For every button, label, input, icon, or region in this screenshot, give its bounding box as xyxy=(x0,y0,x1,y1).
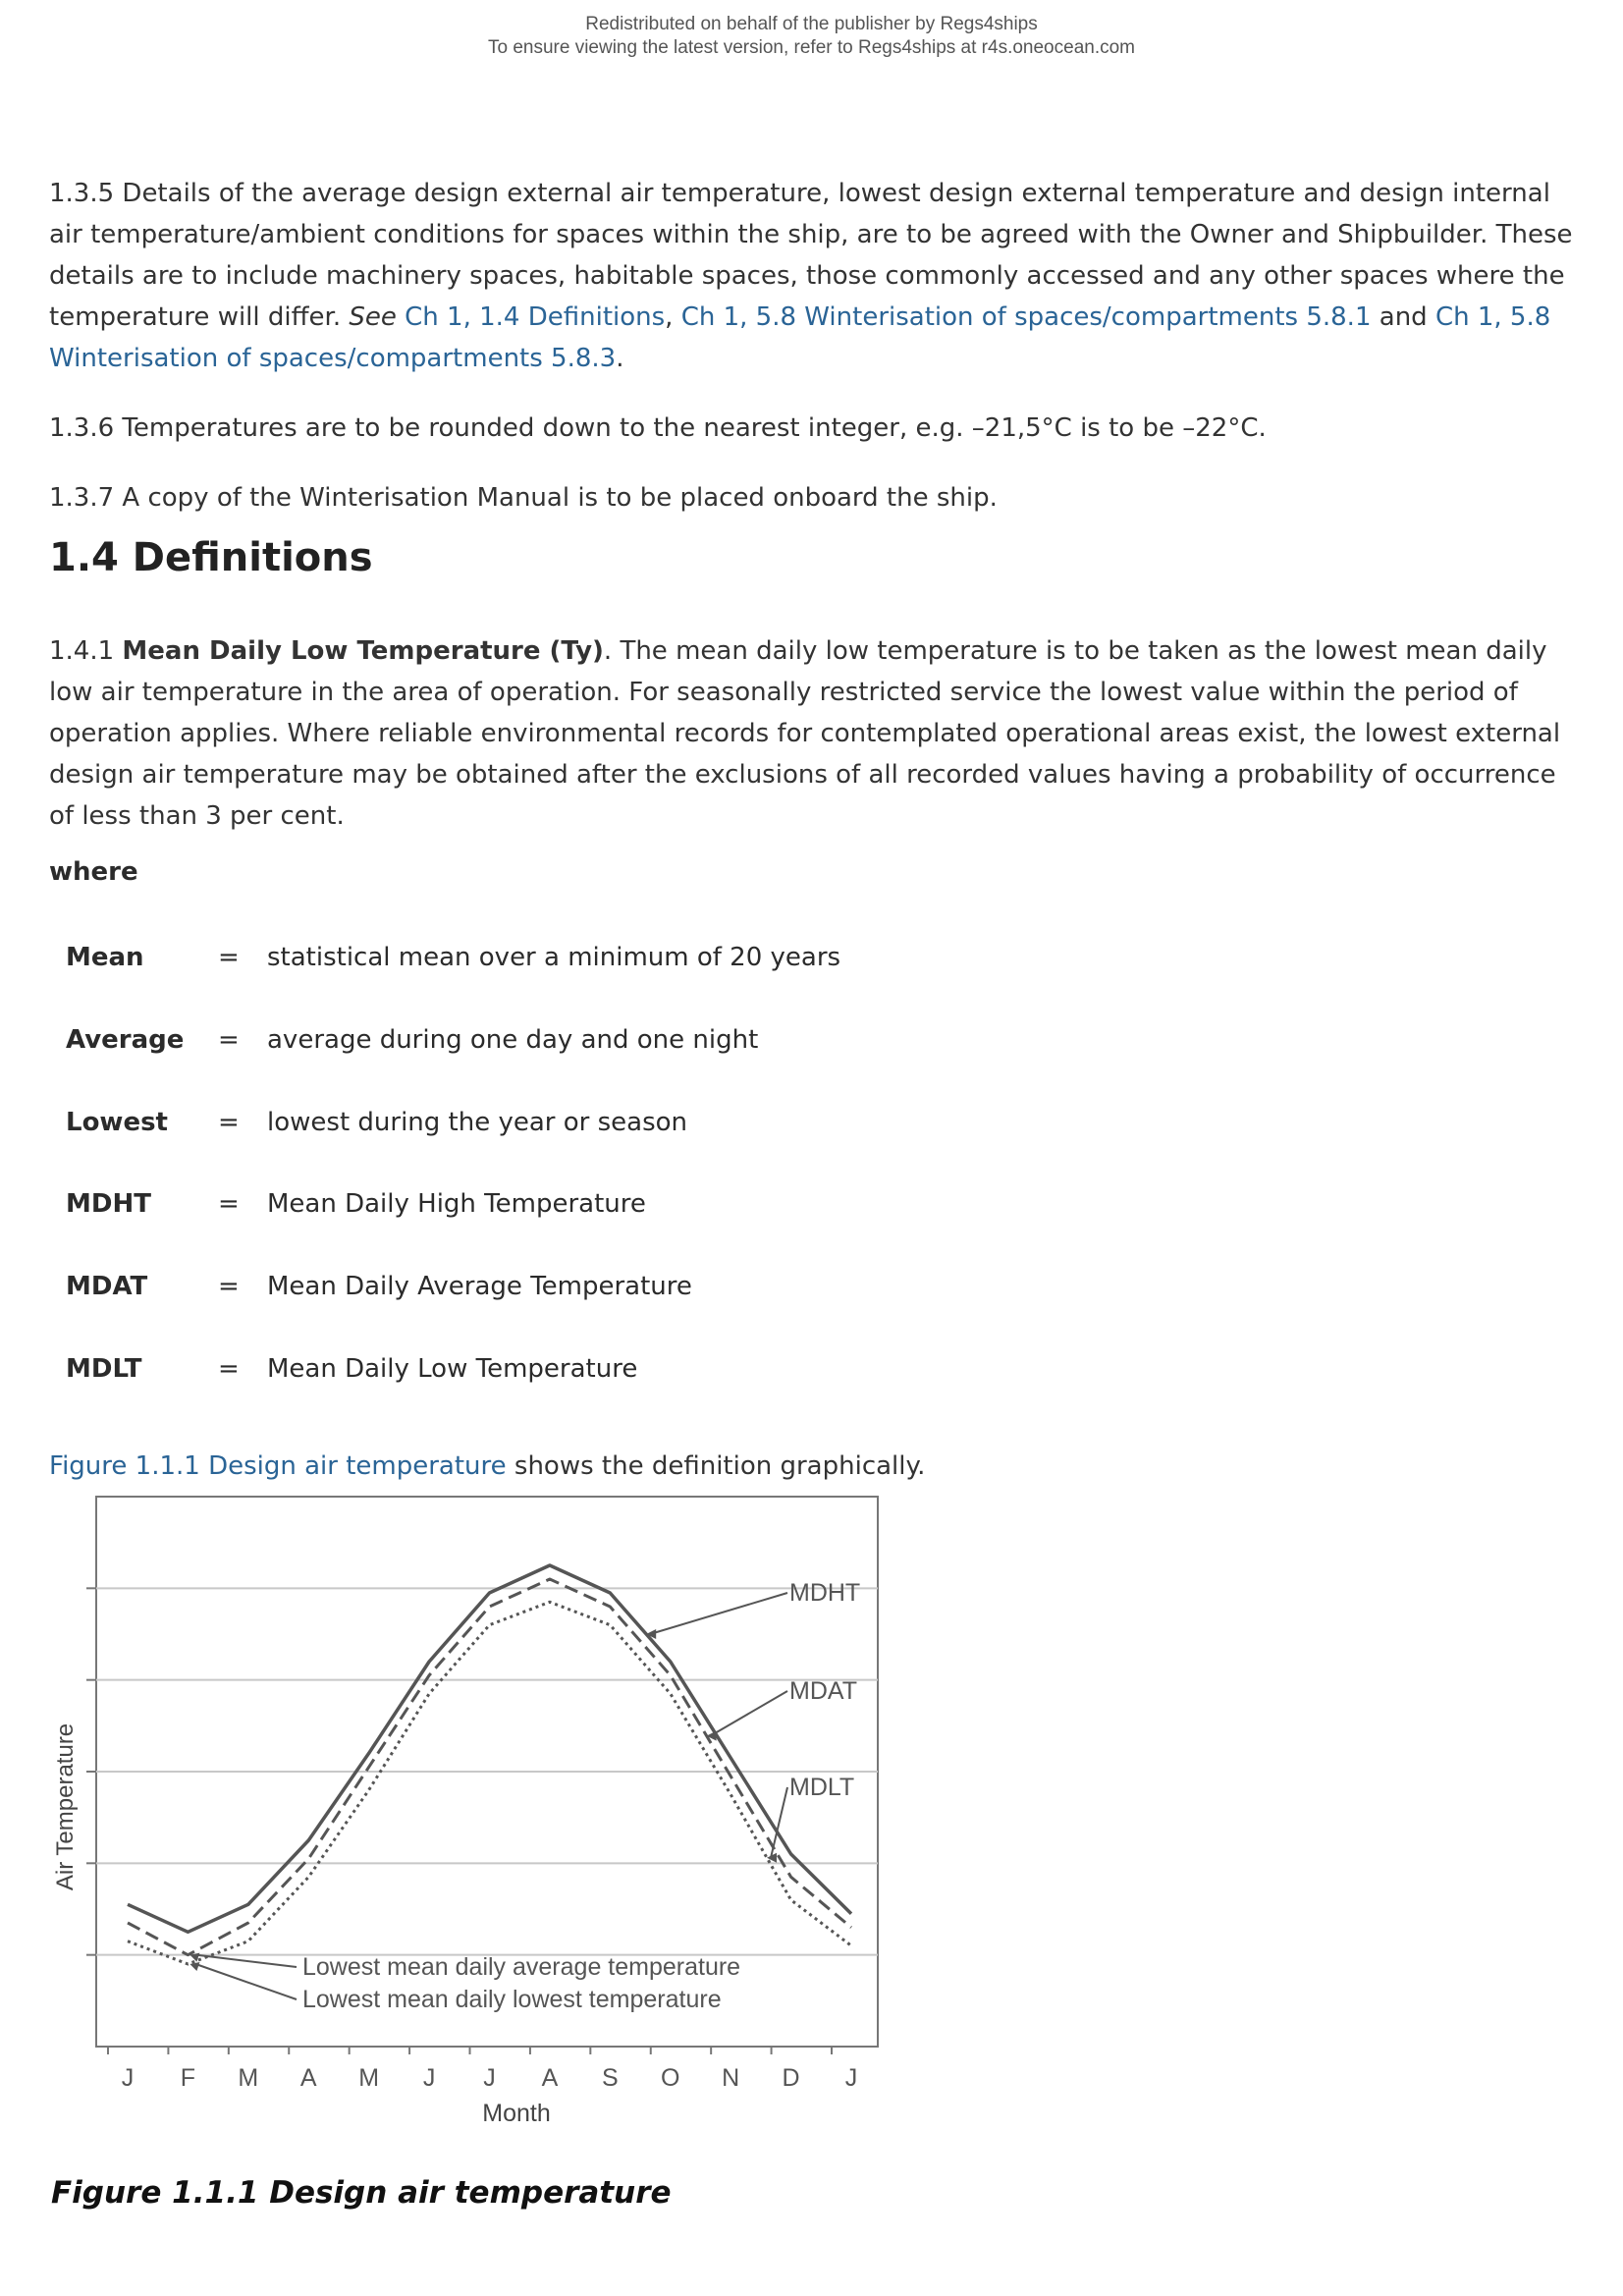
definition-term: MDHT xyxy=(66,1189,151,1219)
definition-term: MDLT xyxy=(66,1354,142,1384)
paragraph-number: 1.4.1 xyxy=(49,636,123,666)
x-tick-label: J xyxy=(422,2064,436,2092)
and-text: and xyxy=(1371,302,1435,332)
x-tick-label: A xyxy=(541,2064,559,2092)
annotation-label: Lowest mean daily lowest temperature xyxy=(302,1986,722,2013)
equals-sign: = xyxy=(218,1025,240,1055)
definition-description: Mean Daily High Temperature xyxy=(267,1189,646,1219)
version-notice: To ensure viewing the latest version, refer to Regs4ships at r4s.oneocean.com xyxy=(487,37,1136,58)
definition-description: Mean Daily Average Temperature xyxy=(267,1272,692,1301)
redistribution-notice: Redistributed on behalf of the publisher by Regs4ships xyxy=(585,14,1038,34)
equals-sign: = xyxy=(218,1189,240,1219)
definition-term: Lowest xyxy=(66,1108,168,1137)
link-winterisation-5-8-3[interactable]: Ch 1, 5.8 Winterisation of spaces/compartments 5.8.3 xyxy=(49,302,1551,373)
x-tick-label: J xyxy=(483,2064,496,2092)
definition-description: Mean Daily Low Temperature xyxy=(267,1354,638,1384)
y-axis-label: Air Temperature xyxy=(52,1722,79,1891)
paragraph-text: . The mean daily low temperature is to be taken as the lowest mean daily low air temperature in the area of operation. For seasonally restricted service the lowest value within the period of operation applies. Where reliable environmental records for contemplated operational areas exist, the lowest external design air temperature may be obtained after the exclusions of all recorded values having a probability of occurrence of less than 3 per cent. xyxy=(49,636,1561,831)
section-heading-definitions: 1.4 Definitions xyxy=(49,535,373,580)
series-label-mdlt: MDLT xyxy=(789,1774,855,1801)
x-tick-label: A xyxy=(299,2064,317,2092)
series-label-mdht: MDHT xyxy=(789,1579,861,1607)
x-tick-label: J xyxy=(844,2064,858,2092)
x-tick-label: J xyxy=(121,2064,135,2092)
figure-reference-text: shows the definition graphically. xyxy=(506,1451,926,1481)
equals-sign: = xyxy=(218,943,240,972)
figure-caption: Figure 1.1.1 Design air temperature xyxy=(51,2175,672,2211)
design-air-temperature-chart xyxy=(49,1493,893,2141)
x-tick-label: M xyxy=(238,2064,259,2092)
x-tick-label: F xyxy=(180,2064,196,2092)
series-label-mdat: MDAT xyxy=(789,1677,857,1705)
paragraph-text: 1.3.5 Details of the average design external air temperature, lowest design external temperature and design internal air temperature/ambient conditions for spaces within the ship, are to be agreed with the Owner and Shipbuilder. These details are to include machinery spaces, habitable spaces, those commonly accessed and any other spaces where the temperature will differ. xyxy=(49,179,1573,332)
paragraph-1-3-7: 1.3.7 A copy of the Winterisation Manual is to be placed onboard the ship. xyxy=(49,483,998,513)
paragraph-1-4-1 xyxy=(49,630,1581,837)
link-figure-1-1-1[interactable]: Figure 1.1.1 Design air temperature xyxy=(49,1451,507,1481)
x-tick-label: O xyxy=(661,2064,680,2092)
link-winterisation-5-8-1[interactable]: Ch 1, 5.8 Winterisation of spaces/compartments 5.8.1 xyxy=(680,302,1372,332)
see-label: See xyxy=(349,302,397,332)
separator: , xyxy=(665,302,681,332)
definition-term: MDAT xyxy=(66,1272,148,1301)
definition-description: statistical mean over a minimum of 20 years xyxy=(267,943,841,972)
paragraph-1-3-6: 1.3.6 Temperatures are to be rounded down to the nearest integer, e.g. –21,5°C is to be –22°C. xyxy=(49,413,1267,443)
definition-term: Average xyxy=(66,1025,185,1055)
x-tick-label: N xyxy=(722,2064,740,2092)
figure-reference xyxy=(49,1446,1581,1487)
equals-sign: = xyxy=(218,1108,240,1137)
x-tick-label: M xyxy=(358,2064,380,2092)
x-axis-label: Month xyxy=(482,2100,551,2127)
link-definitions[interactable]: Ch 1, 1.4 Definitions xyxy=(405,302,666,332)
period: . xyxy=(616,344,624,373)
definition-description: average during one day and one night xyxy=(267,1025,759,1055)
x-tick-label: D xyxy=(782,2064,800,2092)
definition-description: lowest during the year or season xyxy=(267,1108,688,1137)
paragraph-1-3-5 xyxy=(49,173,1581,379)
definition-term: Mean xyxy=(66,943,144,972)
x-tick-label: S xyxy=(601,2064,619,2092)
equals-sign: = xyxy=(218,1354,240,1384)
annotation-label: Lowest mean daily average temperature xyxy=(302,1953,741,1981)
defined-term: Mean Daily Low Temperature (Ty) xyxy=(122,636,604,666)
where-label: where xyxy=(49,857,138,887)
equals-sign: = xyxy=(218,1272,240,1301)
